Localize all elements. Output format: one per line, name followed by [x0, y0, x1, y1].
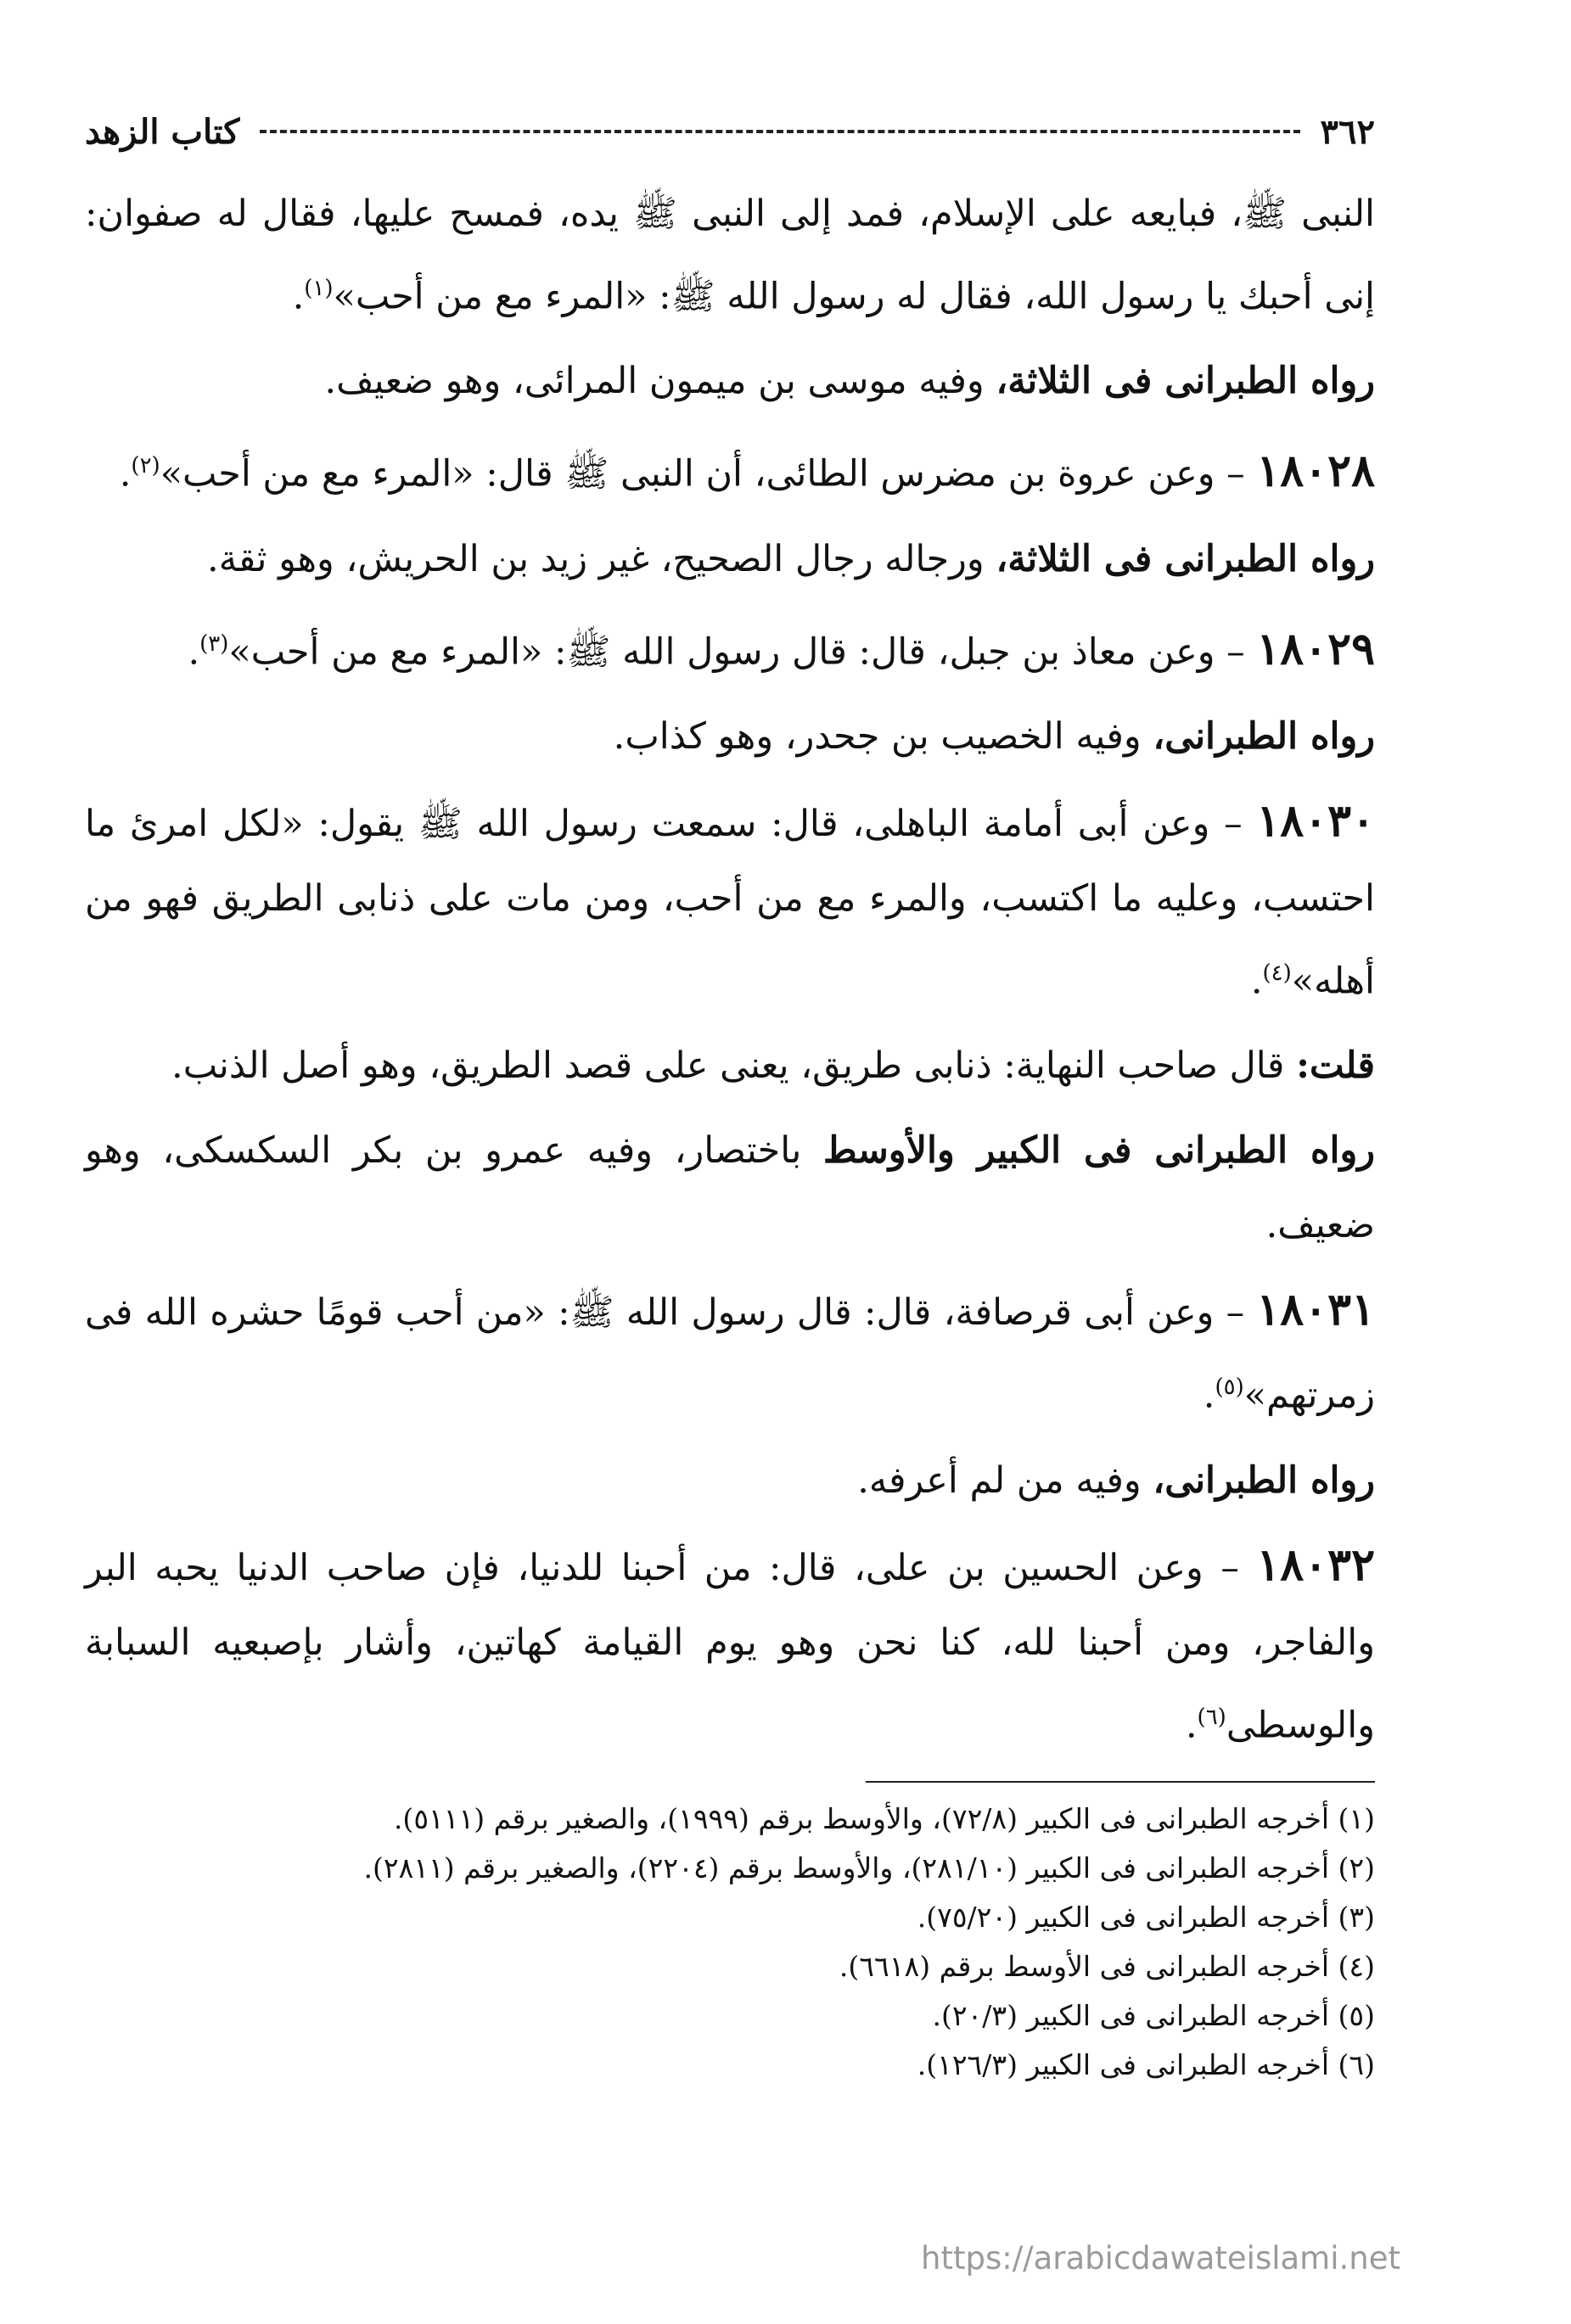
footnote-ref: (٢) [131, 453, 160, 479]
page-number: ٣٦٢ [1320, 111, 1375, 152]
source-lead: قلت: [1296, 1044, 1375, 1088]
paragraph-text: وفيه موسى بن ميمون المرائى، وهو ضعيف. [324, 360, 996, 403]
hadith-number: ١٨٠٢٩ [1256, 622, 1375, 675]
paragraph-text: باختصار، وفيه عمرو بن بكر السكسكى، وهو ضعيف. [85, 1129, 1375, 1247]
paragraph-text: – وعن عروة بن مضرس الطائى، أن النبى ﷺ قال: «المرء مع من أحب» [160, 452, 1257, 496]
text-paragraph [85, 699, 1375, 774]
footnote-ref: (٤) [1262, 960, 1292, 986]
footnote-ref: (٦) [1197, 1704, 1226, 1730]
hadith-number: ١٨٠٣١ [1256, 1284, 1375, 1336]
source-lead: رواه الطبرانى، [1153, 1459, 1375, 1502]
paragraph-text: قال صاحب النهاية: ذنابى طريق، يعنى على قصد الطريق، وهو أصل الذنب. [171, 1044, 1297, 1088]
paragraph-text: – وعن الحسين بن على، قال: من أحبنا للدنيا، فإن صاحب الدنيا يحبه البر والفاجر، ومن أحبنا لله، كنا نحن وهو يوم القيامة كهاتين، وأشار بإصبعيه السبابة والوسطى [85, 1546, 1375, 1746]
paragraph-text: – وعن معاذ بن جبل، قال: قال رسول الله ﷺ: «المرء مع من أحب» [228, 630, 1257, 673]
running-header [85, 102, 1375, 161]
hadith-number: ١٨٠٣٠ [1256, 794, 1375, 847]
page-body [85, 102, 1375, 2090]
sentence-end: . [119, 452, 132, 496]
text-paragraph [85, 784, 1375, 1018]
text-paragraph [85, 1273, 1375, 1432]
text-paragraph [85, 344, 1375, 418]
footnote-item: (٣) أخرجه الطبرانى فى الكبير (٧٥/٢٠). [917, 1900, 1375, 1934]
paragraph-text: ورجاله رجال الصحيح، غير زيد بن الحريش، وهو ثقة. [207, 537, 996, 580]
paragraph-text: – وعن أبى قرصافة، قال: قال رسول الله ﷺ: «من أحب قومًا حشره الله فى زمرتهم» [85, 1291, 1375, 1417]
text-paragraph [85, 176, 1375, 333]
footnote-ref: (١) [304, 276, 334, 301]
sentence-end: . [292, 275, 305, 318]
book-title: كتاب الزهد [85, 111, 240, 152]
hadith-number: ١٨٠٢٨ [1256, 445, 1375, 497]
main-text [85, 176, 1375, 1762]
footnote-item: (٤) أخرجه الطبرانى فى الأوسط برقم (٦٦١٨). [839, 1949, 1375, 1983]
sentence-end: . [1250, 960, 1263, 1003]
sentence-end: . [188, 630, 200, 673]
sentence-end: . [1203, 1374, 1215, 1417]
footnote-item: (٦) أخرجه الطبرانى فى الكبير (١٢٦/٣). [917, 2047, 1375, 2081]
footnote-item: (٥) أخرجه الطبرانى فى الكبير (٢٠/٣). [932, 1998, 1375, 2032]
paragraph-text: وفيه الخصيب بن جحدر، وهو كذاب. [613, 714, 1153, 758]
text-paragraph [85, 1443, 1375, 1518]
footnote-item: (٢) أخرجه الطبرانى فى الكبير (٢٨١/١٠)، والأوسط برقم (٢٢٠٤)، والصغير برقم (٢٨١١). [363, 1851, 1375, 1884]
source-lead: رواه الطبرانى فى الكبير والأوسط [822, 1129, 1375, 1173]
source-lead: رواه الطبرانى فى الثلاثة، [996, 537, 1375, 580]
text-paragraph [85, 428, 1375, 511]
source-lead: رواه الطبرانى، [1153, 714, 1375, 758]
footnote-item: (١) أخرجه الطبرانى فى الكبير (٧٢/٨)، والأوسط برقم (١٩٩٩)، والصغير برقم (٥١١١). [393, 1801, 1375, 1835]
text-paragraph [85, 1028, 1375, 1103]
text-paragraph [85, 1528, 1375, 1762]
footnote-ref: (٣) [199, 630, 229, 657]
paragraph-text: وفيه من لم أعرفه. [857, 1459, 1153, 1502]
hadith-number: ١٨٠٣٢ [1256, 1538, 1375, 1591]
paragraph-text: – وعن أبى أمامة الباهلى، قال: سمعت رسول الله ﷺ يقول: «لكل امرئ ما احتسب، وعليه ما اكتسب، والمرء مع من أحب، ومن مات على ذنابى الطريق فهو من أهله» [85, 802, 1375, 1003]
footnote-ref: (٥) [1215, 1375, 1244, 1401]
header-dashed-rule [260, 130, 1299, 133]
watermark-url: https://arabicdawateislami.net [921, 2240, 1400, 2276]
footnote-divider [866, 1781, 1375, 1783]
text-paragraph [85, 1113, 1375, 1263]
source-lead: رواه الطبرانى فى الثلاثة، [996, 360, 1375, 403]
paragraph-text: النبى ﷺ، فبايعه على الإسلام، فمد إلى النبى ﷺ يده، فمسح عليها، فقال له صفوان: إنى أحبك يا رسول الله، فقال له رسول الله ﷺ: «المرء مع من أحب» [85, 193, 1375, 318]
text-paragraph [85, 607, 1375, 689]
sentence-end: . [1185, 1703, 1198, 1746]
footnotes [85, 1795, 1375, 2090]
text-paragraph [85, 522, 1375, 596]
